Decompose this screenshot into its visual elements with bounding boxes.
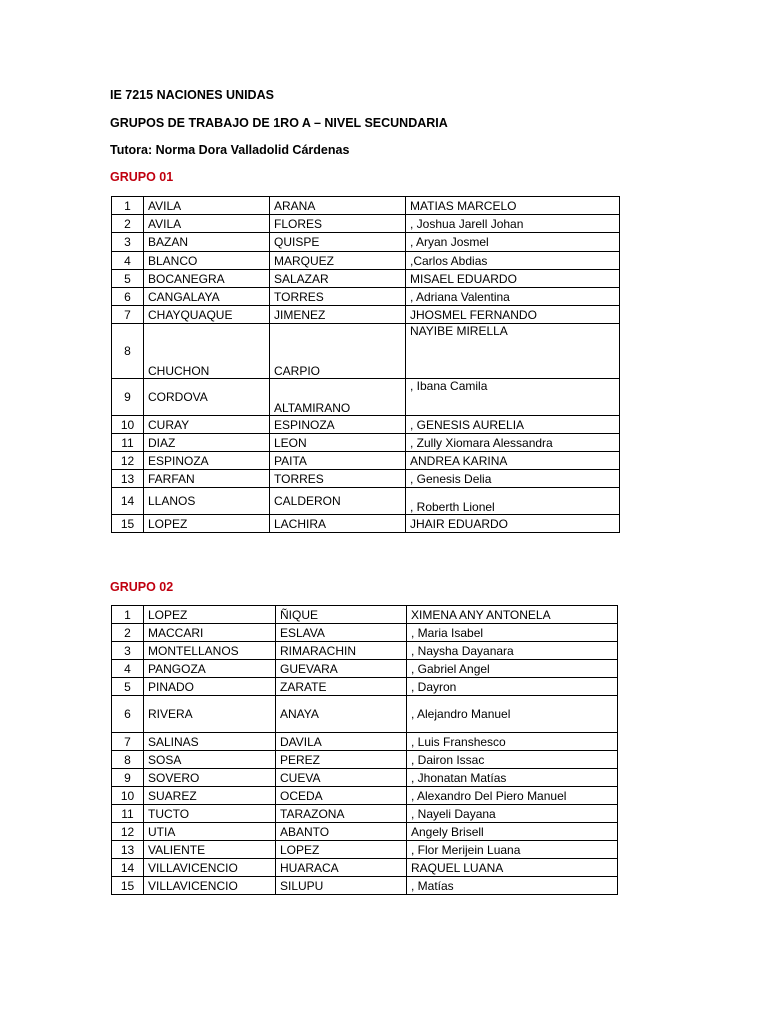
cell-surname-1: LOPEZ <box>144 515 270 533</box>
cell-row-number: 14 <box>112 859 144 877</box>
school-name: IE 7215 NACIONES UNIDAS <box>110 88 274 102</box>
cell-given-names: ANDREA KARINA <box>406 452 620 470</box>
cell-row-number: 5 <box>112 270 144 288</box>
cell-surname-1: VALIENTE <box>144 841 276 859</box>
cell-surname-2: GUEVARA <box>276 660 407 678</box>
cell-surname-2: RIMARACHIN <box>276 642 407 660</box>
cell-surname-1: BLANCO <box>144 252 270 270</box>
cell-surname-2: CARPIO <box>270 324 406 379</box>
cell-surname-2: JIMENEZ <box>270 306 406 324</box>
cell-surname-1: PANGOZA <box>144 660 276 678</box>
cell-row-number: 11 <box>112 805 144 823</box>
cell-row-number: 12 <box>112 823 144 841</box>
table-row <box>112 288 620 306</box>
cell-surname-2: ESPINOZA <box>270 416 406 434</box>
cell-row-number: 8 <box>112 324 144 379</box>
cell-row-number: 15 <box>112 877 144 895</box>
cell-given-names: XIMENA ANY ANTONELA <box>407 606 618 624</box>
table-row <box>112 642 618 660</box>
group-01-label: GRUPO 01 <box>110 170 174 184</box>
cell-surname-2: PAITA <box>270 452 406 470</box>
cell-surname-2: SALAZAR <box>270 270 406 288</box>
table-row <box>112 452 620 470</box>
table-row <box>112 606 618 624</box>
cell-surname-2: LACHIRA <box>270 515 406 533</box>
cell-surname-2: ESLAVA <box>276 624 407 642</box>
group-02-table <box>111 605 618 895</box>
cell-surname-2: MARQUEZ <box>270 252 406 270</box>
cell-surname-1: SOVERO <box>144 769 276 787</box>
table-row <box>112 787 618 805</box>
cell-row-number: 5 <box>112 678 144 696</box>
table-row <box>112 696 618 733</box>
cell-surname-2: TORRES <box>270 470 406 488</box>
cell-row-number: 14 <box>112 488 144 515</box>
cell-given-names: , Dayron <box>407 678 618 696</box>
table-row <box>112 624 618 642</box>
cell-given-names: MATIAS MARCELO <box>406 197 620 215</box>
cell-surname-1: LLANOS <box>144 488 270 515</box>
cell-surname-2: TARAZONA <box>276 805 407 823</box>
cell-given-names: , Gabriel Angel <box>407 660 618 678</box>
cell-surname-1: CHAYQUAQUE <box>144 306 270 324</box>
table-row <box>112 678 618 696</box>
cell-row-number: 8 <box>112 751 144 769</box>
cell-surname-1: CURAY <box>144 416 270 434</box>
cell-given-names: , Dairon Issac <box>407 751 618 769</box>
cell-surname-1: VILLAVICENCIO <box>144 859 276 877</box>
cell-given-names: JHAIR EDUARDO <box>406 515 620 533</box>
cell-given-names: , Flor Merijein Luana <box>407 841 618 859</box>
cell-surname-1: AVILA <box>144 215 270 233</box>
cell-given-names: JHOSMEL FERNANDO <box>406 306 620 324</box>
cell-given-names: NAYIBE MIRELLA <box>406 324 620 379</box>
cell-row-number: 3 <box>112 233 144 252</box>
table-row <box>112 823 618 841</box>
document-title: GRUPOS DE TRABAJO DE 1RO A – NIVEL SECUNDARIA <box>110 116 448 130</box>
cell-given-names: , Ibana Camila <box>406 379 620 416</box>
cell-row-number: 6 <box>112 696 144 733</box>
cell-given-names: ,Carlos Abdias <box>406 252 620 270</box>
cell-given-names: , Roberth Lionel <box>406 488 620 515</box>
cell-surname-1: AVILA <box>144 197 270 215</box>
cell-surname-1: SALINAS <box>144 733 276 751</box>
cell-row-number: 4 <box>112 252 144 270</box>
cell-given-names: RAQUEL LUANA <box>407 859 618 877</box>
cell-row-number: 12 <box>112 452 144 470</box>
cell-row-number: 3 <box>112 642 144 660</box>
cell-row-number: 1 <box>112 606 144 624</box>
table-row <box>112 859 618 877</box>
cell-given-names: , Matías <box>407 877 618 895</box>
table-row <box>112 197 620 215</box>
cell-surname-1: BAZAN <box>144 233 270 252</box>
cell-surname-2: CALDERON <box>270 488 406 515</box>
group-02-label: GRUPO 02 <box>110 580 174 594</box>
cell-surname-2: OCEDA <box>276 787 407 805</box>
cell-row-number: 4 <box>112 660 144 678</box>
cell-given-names: , Jhonatan Matías <box>407 769 618 787</box>
cell-surname-2: PEREZ <box>276 751 407 769</box>
table-row <box>112 252 620 270</box>
cell-given-names: , Aryan Josmel <box>406 233 620 252</box>
cell-given-names: , Joshua Jarell Johan <box>406 215 620 233</box>
table-row <box>112 215 620 233</box>
table-row <box>112 324 620 379</box>
table-row <box>112 877 618 895</box>
cell-surname-1: RIVERA <box>144 696 276 733</box>
cell-surname-1: VILLAVICENCIO <box>144 877 276 895</box>
cell-row-number: 1 <box>112 197 144 215</box>
cell-row-number: 9 <box>112 769 144 787</box>
cell-surname-1: PINADO <box>144 678 276 696</box>
cell-given-names: , Nayeli Dayana <box>407 805 618 823</box>
table-row <box>112 660 618 678</box>
cell-surname-2: HUARACA <box>276 859 407 877</box>
cell-row-number: 2 <box>112 215 144 233</box>
table-row <box>112 805 618 823</box>
cell-row-number: 2 <box>112 624 144 642</box>
cell-surname-2: LEON <box>270 434 406 452</box>
cell-row-number: 15 <box>112 515 144 533</box>
cell-surname-1: MACCARI <box>144 624 276 642</box>
cell-given-names: , Alexandro Del Piero Manuel <box>407 787 618 805</box>
cell-given-names: , Adriana Valentina <box>406 288 620 306</box>
cell-row-number: 10 <box>112 787 144 805</box>
cell-surname-1: CANGALAYA <box>144 288 270 306</box>
cell-surname-2: ÑIQUE <box>276 606 407 624</box>
cell-surname-2: ARANA <box>270 197 406 215</box>
cell-surname-2: QUISPE <box>270 233 406 252</box>
cell-row-number: 9 <box>112 379 144 416</box>
cell-given-names: , Zully Xiomara Alessandra <box>406 434 620 452</box>
cell-surname-2: ZARATE <box>276 678 407 696</box>
table-row <box>112 769 618 787</box>
cell-row-number: 11 <box>112 434 144 452</box>
cell-surname-1: MONTELLANOS <box>144 642 276 660</box>
cell-surname-2: DAVILA <box>276 733 407 751</box>
table-row <box>112 434 620 452</box>
table-row <box>112 270 620 288</box>
cell-surname-1: SOSA <box>144 751 276 769</box>
table-row <box>112 488 620 515</box>
cell-row-number: 7 <box>112 306 144 324</box>
cell-given-names: , Genesis Delia <box>406 470 620 488</box>
tutor-line: Tutora: Norma Dora Valladolid Cárdenas <box>110 143 350 157</box>
cell-surname-2: TORRES <box>270 288 406 306</box>
table-row <box>112 470 620 488</box>
group-01-table <box>111 196 620 533</box>
cell-row-number: 7 <box>112 733 144 751</box>
cell-surname-1: CHUCHON <box>144 324 270 379</box>
table-row <box>112 416 620 434</box>
table-row <box>112 751 618 769</box>
cell-given-names: MISAEL EDUARDO <box>406 270 620 288</box>
cell-surname-1: FARFAN <box>144 470 270 488</box>
cell-given-names: , Luis Franshesco <box>407 733 618 751</box>
cell-surname-1: SUAREZ <box>144 787 276 805</box>
cell-surname-2: LOPEZ <box>276 841 407 859</box>
cell-row-number: 6 <box>112 288 144 306</box>
table-row <box>112 233 620 252</box>
table-row <box>112 379 620 416</box>
cell-surname-1: ESPINOZA <box>144 452 270 470</box>
cell-surname-2: CUEVA <box>276 769 407 787</box>
cell-given-names: Angely Brisell <box>407 823 618 841</box>
table-row <box>112 841 618 859</box>
cell-given-names: , GENESIS AURELIA <box>406 416 620 434</box>
cell-surname-1: TUCTO <box>144 805 276 823</box>
cell-surname-2: SILUPU <box>276 877 407 895</box>
cell-surname-1: BOCANEGRA <box>144 270 270 288</box>
cell-surname-2: FLORES <box>270 215 406 233</box>
cell-given-names: , Alejandro Manuel <box>407 696 618 733</box>
cell-surname-2: ALTAMIRANO <box>270 379 406 416</box>
table-row <box>112 306 620 324</box>
table-row <box>112 515 620 533</box>
cell-row-number: 13 <box>112 470 144 488</box>
cell-row-number: 13 <box>112 841 144 859</box>
cell-surname-1: DIAZ <box>144 434 270 452</box>
cell-surname-2: ABANTO <box>276 823 407 841</box>
cell-row-number: 10 <box>112 416 144 434</box>
cell-given-names: , Naysha Dayanara <box>407 642 618 660</box>
cell-surname-1: UTIA <box>144 823 276 841</box>
cell-surname-1: CORDOVA <box>144 379 270 416</box>
cell-given-names: , Maria Isabel <box>407 624 618 642</box>
table-row <box>112 733 618 751</box>
cell-surname-2: ANAYA <box>276 696 407 733</box>
cell-surname-1: LOPEZ <box>144 606 276 624</box>
